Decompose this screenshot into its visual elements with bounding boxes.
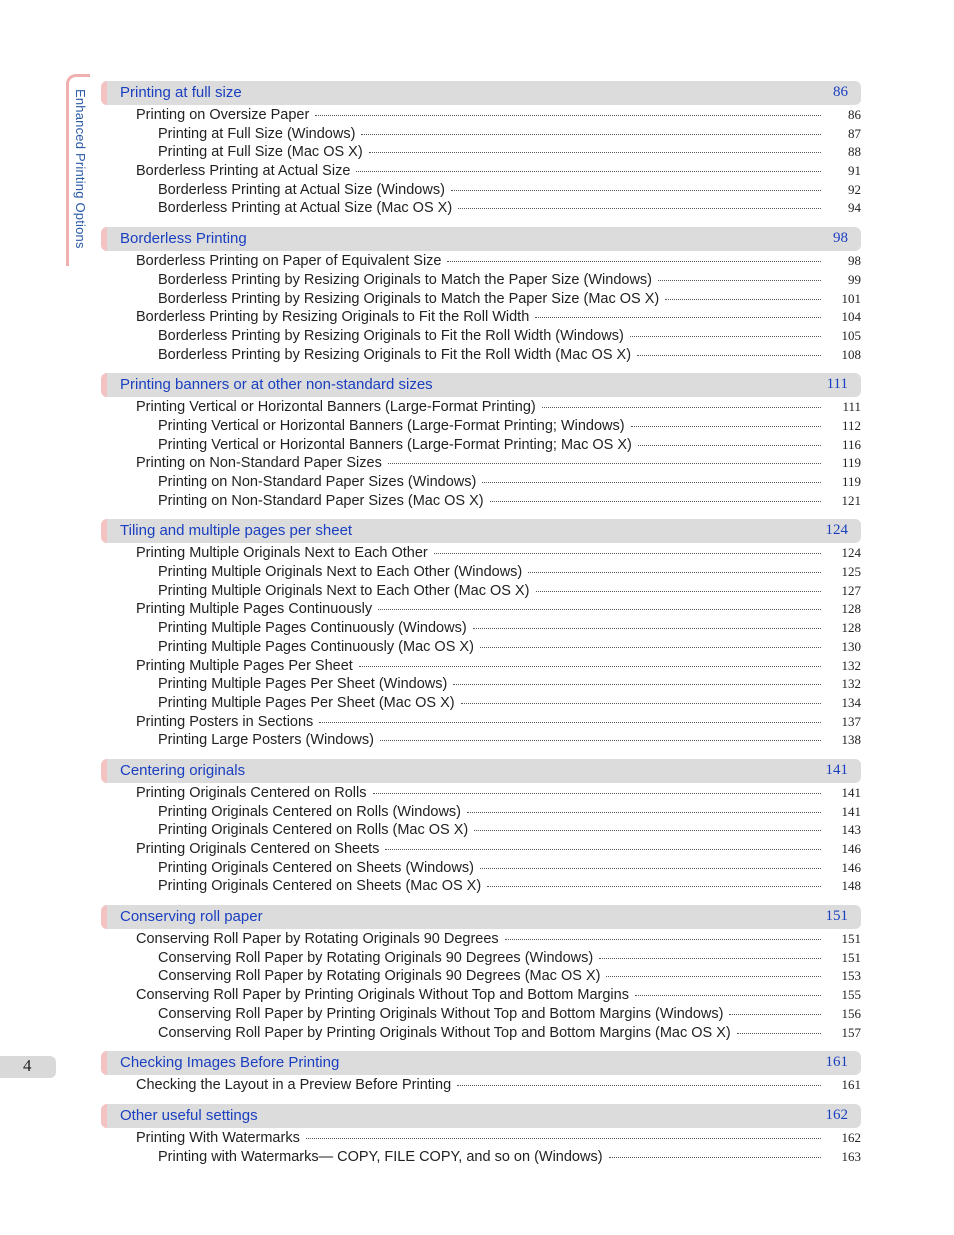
toc-subentry[interactable]	[101, 695, 861, 714]
dot-leader	[319, 722, 821, 723]
toc-subentry[interactable]	[101, 732, 861, 751]
entry-page-number: 119	[841, 474, 861, 489]
section-page-number: 141	[825, 761, 848, 778]
section-heading-link[interactable]	[101, 759, 861, 783]
section-title: Printing banners or at other non-standard sizes	[120, 376, 433, 394]
dot-leader	[373, 793, 822, 794]
toc-entry[interactable]	[101, 1077, 861, 1096]
entry-page-number: 132	[841, 676, 861, 692]
dot-leader	[630, 336, 821, 337]
dot-leader	[380, 740, 821, 741]
toc-entry[interactable]	[101, 309, 861, 328]
entry-page-number: 111	[842, 399, 861, 415]
entry-list	[101, 105, 861, 219]
entry-page-number: 91	[848, 163, 861, 179]
entry-title: Printing Vertical or Horizontal Banners (Large-Format Printing)	[136, 399, 536, 416]
section-page-number: 98	[833, 230, 848, 247]
entry-title: Conserving Roll Paper by Printing Originals Without Top and Bottom Margins	[136, 987, 629, 1004]
toc-subentry[interactable]	[101, 272, 861, 291]
dot-leader	[536, 591, 822, 592]
entry-title: Printing Multiple Pages Per Sheet (Mac OS X)	[158, 694, 455, 711]
toc-subentry[interactable]	[101, 639, 861, 658]
entry-page-number: 146	[841, 841, 861, 856]
toc-section	[101, 227, 861, 365]
entry-title: Conserving Roll Paper by Printing Originals Without Top and Bottom Margins (Windows)	[158, 1005, 724, 1022]
entry-title: Printing Originals Centered on Sheets (Mac OS X)	[158, 878, 482, 895]
dot-leader	[315, 115, 821, 116]
toc-subentry[interactable]	[101, 968, 861, 987]
toc-section	[101, 905, 861, 1043]
chapter-side-tab	[66, 74, 90, 266]
page-number-tab	[0, 1056, 56, 1078]
toc-entry[interactable]	[101, 987, 861, 1006]
toc-subentry[interactable]	[101, 804, 861, 823]
section-title: Printing at full size	[120, 84, 242, 101]
dot-leader	[385, 849, 821, 850]
dot-leader	[458, 208, 821, 209]
toc-subentry[interactable]	[101, 1149, 861, 1168]
toc-subentry[interactable]	[101, 1006, 861, 1025]
dot-leader	[356, 171, 821, 172]
entry-title: Printing on Oversize Paper	[136, 107, 310, 123]
entry-list	[101, 251, 861, 365]
entry-page-number: 105	[841, 327, 861, 343]
toc-subentry[interactable]	[101, 200, 861, 219]
dot-leader	[453, 684, 821, 685]
entry-title: Printing Multiple Pages Continuously	[136, 601, 373, 618]
entry-title: Printing Originals Centered on Sheets (Windows)	[158, 859, 474, 876]
entry-title: Printing on Non-Standard Paper Sizes (Mac OS X)	[158, 492, 484, 509]
dot-leader	[474, 830, 821, 831]
dot-leader	[535, 317, 821, 318]
dot-leader	[388, 463, 821, 464]
dot-leader	[369, 152, 821, 153]
entry-title: Borderless Printing on Paper of Equivalent Size	[136, 253, 442, 270]
entry-title: Printing Originals Centered on Rolls	[136, 784, 367, 801]
entry-title: Printing on Non-Standard Paper Sizes (Windows)	[158, 474, 477, 490]
toc-subentry[interactable]	[101, 474, 861, 493]
dot-leader	[638, 445, 821, 446]
entry-page-number: 151	[841, 949, 861, 965]
entry-title: Borderless Printing by Resizing Originals to Fit the Roll Width (Windows)	[158, 327, 624, 344]
dot-leader	[635, 995, 821, 996]
section-heading-link[interactable]	[101, 81, 861, 105]
dot-leader	[361, 134, 821, 135]
entry-page-number: 127	[841, 582, 861, 598]
entry-page-number: 155	[841, 987, 861, 1003]
entry-page-number: 88	[848, 144, 861, 160]
entry-page-number: 153	[841, 968, 861, 984]
entry-page-number: 161	[841, 1077, 861, 1093]
toc-entry[interactable]	[101, 455, 861, 474]
toc-section	[101, 519, 861, 751]
toc-entry[interactable]	[101, 714, 861, 733]
dot-leader	[457, 1085, 821, 1086]
entry-page-number: 104	[841, 309, 861, 325]
page-number: 4	[23, 1056, 32, 1075]
entry-page-number: 86	[848, 107, 861, 122]
dot-leader	[461, 703, 821, 704]
entry-list	[101, 543, 861, 751]
section-page-number: 162	[825, 1106, 848, 1123]
dot-leader	[490, 501, 821, 502]
entry-page-number: 130	[841, 638, 861, 654]
entry-list	[101, 1128, 861, 1167]
section-heading-link[interactable]	[101, 1104, 861, 1128]
entry-page-number: 163	[841, 1148, 861, 1164]
entry-page-number: 108	[841, 346, 861, 362]
section-title: Centering originals	[120, 761, 246, 779]
toc-entry[interactable]	[101, 601, 861, 620]
chapter-side-label: Enhanced Printing Options	[73, 89, 88, 249]
section-heading-link[interactable]	[101, 373, 861, 397]
toc-subentry[interactable]	[101, 583, 861, 602]
entry-title: Conserving Roll Paper by Rotating Originals 90 Degrees (Mac OS X)	[158, 968, 601, 985]
entry-page-number: 124	[841, 545, 861, 561]
entry-title: Conserving Roll Paper by Printing Originals Without Top and Bottom Margins (Mac OS X)	[158, 1024, 731, 1041]
toc-entry[interactable]	[101, 107, 861, 126]
section-page-number: 124	[825, 522, 848, 539]
toc-subentry[interactable]	[101, 950, 861, 969]
entry-page-number: 141	[841, 784, 861, 800]
toc-subentry[interactable]	[101, 182, 861, 201]
dot-leader	[737, 1033, 821, 1034]
entry-title: Borderless Printing at Actual Size (Windows)	[158, 181, 445, 198]
entry-list	[101, 397, 861, 511]
entry-title: Printing Multiple Originals Next to Each Other (Mac OS X)	[158, 582, 530, 599]
dot-leader	[482, 482, 821, 483]
entry-page-number: 128	[841, 620, 861, 636]
toc-entry[interactable]	[101, 658, 861, 677]
entry-page-number: 98	[848, 253, 861, 269]
section-heading-link[interactable]	[101, 905, 861, 929]
dot-leader	[487, 886, 821, 887]
toc-subentry[interactable]	[101, 418, 861, 437]
entry-title: Printing Multiple Originals Next to Each Other (Windows)	[158, 564, 523, 581]
toc-subentry[interactable]	[101, 1025, 861, 1044]
dot-leader	[505, 939, 821, 940]
dot-leader	[729, 1014, 821, 1015]
entry-page-number: 146	[841, 859, 861, 875]
entry-title: Borderless Printing by Resizing Originals to Match the Paper Size (Windows)	[158, 271, 653, 288]
entry-page-number: 128	[841, 601, 861, 617]
toc-section	[101, 1051, 861, 1096]
entry-page-number: 148	[841, 878, 861, 894]
toc-section	[101, 373, 861, 511]
entry-page-number: 156	[841, 1005, 861, 1021]
entry-title: Checking the Layout in a Preview Before Printing	[136, 1077, 452, 1094]
section-heading-link[interactable]	[101, 519, 861, 543]
entry-title: Conserving Roll Paper by Rotating Originals 90 Degrees	[136, 931, 499, 948]
entry-title: Printing Multiple Pages Continuously (Mac OS X)	[158, 638, 474, 655]
section-title: Conserving roll paper	[120, 908, 263, 926]
toc-section	[101, 759, 861, 897]
entry-title: Borderless Printing by Resizing Originals to Match the Paper Size (Mac OS X)	[158, 290, 660, 307]
dot-leader	[665, 299, 821, 300]
entry-page-number: 121	[841, 492, 861, 508]
entry-page-number: 99	[848, 271, 861, 287]
entry-page-number: 94	[848, 200, 861, 216]
entry-page-number: 143	[841, 822, 861, 838]
dot-leader	[359, 666, 821, 667]
dot-leader	[447, 261, 821, 262]
entry-page-number: 87	[848, 125, 861, 141]
toc-subentry[interactable]	[101, 676, 861, 695]
dot-leader	[542, 407, 821, 408]
toc-entry[interactable]	[101, 545, 861, 564]
dot-leader	[451, 190, 821, 191]
entry-page-number: 162	[841, 1129, 861, 1145]
entry-title: Printing Vertical or Horizontal Banners (Large-Format Printing; Windows)	[158, 417, 625, 434]
entry-title: Printing at Full Size (Mac OS X)	[158, 144, 363, 161]
entry-page-number: 137	[841, 713, 861, 729]
entry-title: Printing Multiple Pages Per Sheet (Windows)	[158, 676, 448, 693]
dot-leader	[609, 1157, 821, 1158]
section-heading-link[interactable]	[101, 1051, 861, 1075]
entry-title: Borderless Printing at Actual Size	[136, 163, 351, 180]
entry-title: Borderless Printing by Resizing Originals to Fit the Roll Width (Mac OS X)	[158, 346, 632, 363]
dot-leader	[467, 812, 821, 813]
toc-subentry[interactable]	[101, 437, 861, 456]
entry-title: Printing With Watermarks	[136, 1129, 300, 1146]
entry-page-number: 151	[841, 931, 861, 947]
dot-leader	[658, 280, 821, 281]
entry-page-number: 112	[841, 417, 861, 433]
toc-subentry[interactable]	[101, 878, 861, 897]
toc-section	[101, 81, 861, 219]
dot-leader	[434, 553, 821, 554]
toc-entry[interactable]	[101, 399, 861, 418]
dot-leader	[528, 572, 821, 573]
section-title: Borderless Printing	[120, 230, 247, 248]
entry-title: Printing with Watermarks— COPY, FILE COPY, and so on (Windows)	[158, 1148, 603, 1165]
dot-leader	[473, 628, 821, 629]
dot-leader	[378, 609, 821, 610]
toc-subentry[interactable]	[101, 291, 861, 310]
toc-entry[interactable]	[101, 841, 861, 860]
entry-list	[101, 783, 861, 897]
toc-entry[interactable]	[101, 785, 861, 804]
entry-title: Printing Vertical or Horizontal Banners (Large-Format Printing; Mac OS X)	[158, 436, 632, 453]
entry-title: Printing Posters in Sections	[136, 713, 314, 730]
toc-subentry[interactable]	[101, 860, 861, 879]
toc-subentry[interactable]	[101, 564, 861, 583]
entry-page-number: 125	[841, 564, 861, 580]
entry-title: Borderless Printing at Actual Size (Mac OS X)	[158, 200, 453, 217]
section-heading-link[interactable]	[101, 227, 861, 251]
dot-leader	[480, 647, 821, 648]
table-of-contents	[101, 81, 861, 1175]
entry-title: Printing Originals Centered on Rolls (Windows)	[158, 803, 462, 820]
toc-subentry[interactable]	[101, 493, 861, 512]
toc-subentry[interactable]	[101, 126, 861, 145]
entry-title: Printing Large Posters (Windows)	[158, 732, 374, 749]
toc-entry[interactable]	[101, 163, 861, 182]
entry-title: Conserving Roll Paper by Rotating Originals 90 Degrees (Windows)	[158, 949, 594, 966]
toc-subentry[interactable]	[101, 144, 861, 163]
toc-subentry[interactable]	[101, 347, 861, 366]
entry-list	[101, 1075, 861, 1096]
entry-title: Printing Originals Centered on Rolls (Mac OS X)	[158, 822, 469, 839]
dot-leader	[637, 355, 821, 356]
dot-leader	[306, 1138, 821, 1139]
toc-subentry[interactable]	[101, 822, 861, 841]
section-page-number: 161	[825, 1054, 848, 1071]
section-title: Tiling and multiple pages per sheet	[120, 522, 353, 540]
dot-leader	[631, 426, 821, 427]
dot-leader	[606, 976, 821, 977]
entry-title: Printing Originals Centered on Sheets	[136, 841, 380, 857]
entry-page-number: 119	[841, 455, 861, 471]
entry-page-number: 101	[841, 290, 861, 306]
entry-page-number: 116	[841, 436, 861, 452]
entry-title: Borderless Printing by Resizing Originals to Fit the Roll Width	[136, 309, 530, 326]
entry-title: Printing at Full Size (Windows)	[158, 125, 356, 142]
entry-page-number: 134	[841, 694, 861, 710]
toc-entry[interactable]	[101, 253, 861, 272]
toc-entry[interactable]	[101, 1130, 861, 1149]
entry-page-number: 141	[841, 803, 861, 819]
section-page-number: 151	[825, 908, 848, 925]
section-page-number: 111	[826, 376, 848, 393]
entry-list	[101, 929, 861, 1043]
section-page-number: 86	[833, 84, 848, 100]
toc-subentry[interactable]	[101, 620, 861, 639]
entry-page-number: 138	[841, 732, 861, 748]
section-title: Checking Images Before Printing	[120, 1054, 340, 1072]
entry-title: Printing Multiple Originals Next to Each Other	[136, 545, 428, 562]
toc-section	[101, 1104, 861, 1167]
entry-page-number: 92	[848, 181, 861, 197]
dot-leader	[480, 868, 821, 869]
toc-entry[interactable]	[101, 931, 861, 950]
entry-title: Printing Multiple Pages Per Sheet	[136, 657, 353, 674]
entry-page-number: 132	[841, 657, 861, 673]
dot-leader	[599, 958, 821, 959]
toc-subentry[interactable]	[101, 328, 861, 347]
entry-page-number: 157	[841, 1024, 861, 1040]
entry-title: Printing on Non-Standard Paper Sizes	[136, 455, 382, 472]
entry-title: Printing Multiple Pages Continuously (Windows)	[158, 620, 467, 637]
section-title: Other useful settings	[120, 1106, 258, 1124]
